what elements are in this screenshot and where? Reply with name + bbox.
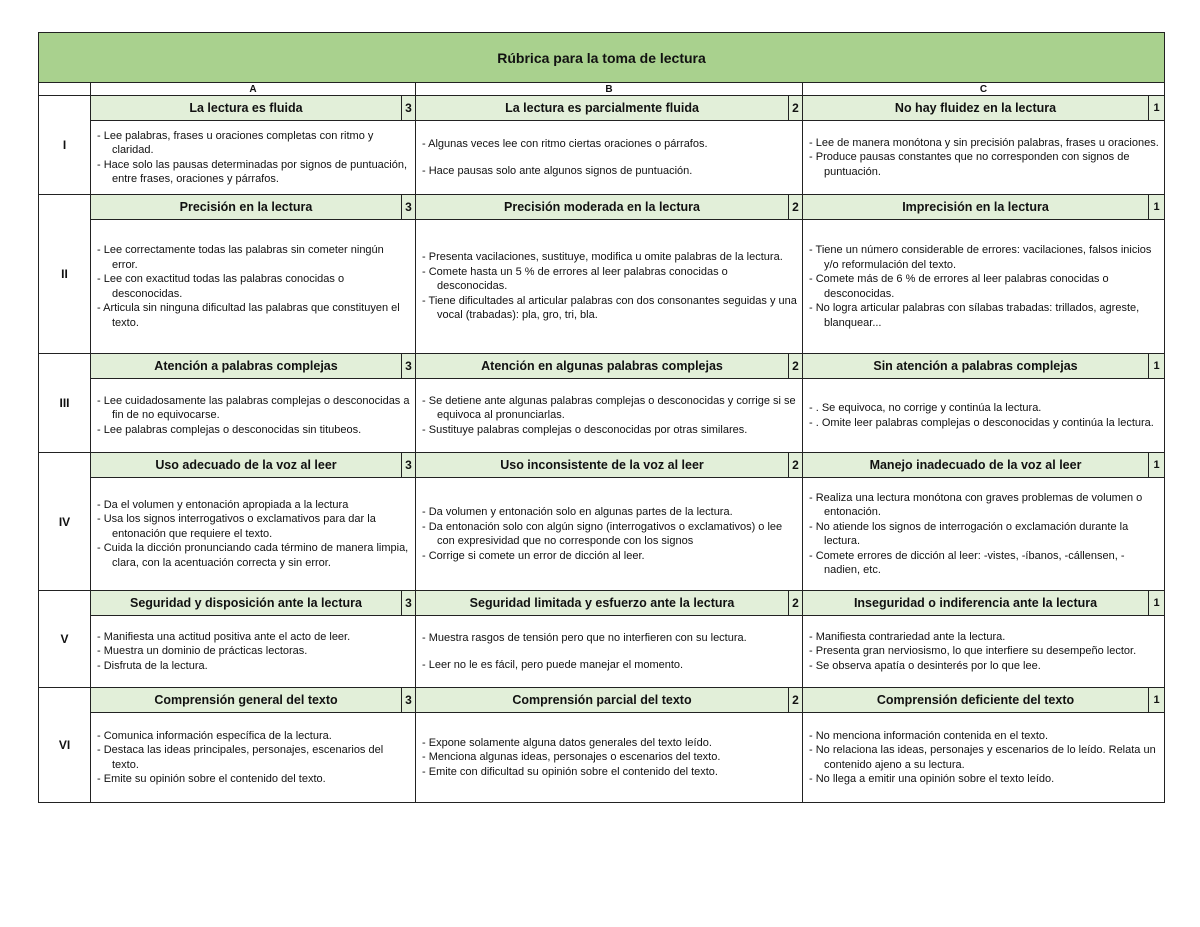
description-item: - Muestra un dominio de prácticas lectoras. [95,644,411,659]
description-item: - Hace solo las pausas determinadas por signos de puntuación, entre frases, oraciones y párrafos. [95,158,411,187]
description-list [91,241,415,332]
description-item: - Lee palabras, frases u oraciones completas con ritmo y claridad. [95,129,411,158]
description-item: - No menciona información contenida en el texto. [807,729,1160,744]
criterion-heading-row [39,453,1165,478]
criterion-description [91,121,416,195]
criterion-description-row [39,616,1165,688]
criterion-description [803,616,1165,688]
description-list [803,727,1164,789]
criterion-description [91,220,416,354]
description-item: - Comete errores de dicción al leer: -vistes, -íbanos, -cállensen, -nadien, etc. [807,549,1160,578]
criterion-description [803,713,1165,803]
level-label: IV [39,453,91,591]
score-value: 3 [402,354,416,379]
criterion-heading: Comprensión deficiente del texto [803,688,1149,713]
description-item: - Lee palabras complejas o desconocidas sin titubeos. [95,423,411,438]
score-value: 2 [789,195,803,220]
score-value: 2 [789,453,803,478]
criterion-description [803,220,1165,354]
score-value: 3 [402,96,416,121]
description-list [416,135,802,181]
score-value: 1 [1149,354,1165,379]
description-list [803,134,1164,182]
description-list [91,496,415,573]
description-item: - Algunas veces lee con ritmo ciertas oraciones o párrafos. [420,137,798,152]
description-item: - Da entonación solo con algún signo (interrogativos o exclamativos) o lee con expresividad que no corresponde con los signos [420,520,798,549]
description-item: - Expone solamente alguna datos generales del texto leído. [420,736,798,751]
score-value: 1 [1149,96,1165,121]
criterion-heading: Precisión moderada en la lectura [416,195,789,220]
criterion-description-row [39,478,1165,591]
description-item: - Destaca las ideas principales, personajes, escenarios del texto. [95,743,411,772]
description-item: - No llega a emitir una opinión sobre el texto leído. [807,772,1160,787]
criterion-heading: Uso adecuado de la voz al leer [91,453,402,478]
criterion-heading: No hay fluidez en la lectura [803,96,1149,121]
description-item: - Comete hasta un 5 % de errores al leer palabras conocidas o desconocidas. [420,265,798,294]
criterion-description [416,121,803,195]
description-item: - Da el volumen y entonación apropiada a la lectura [95,498,411,513]
criterion-heading: Sin atención a palabras complejas [803,354,1149,379]
criterion-description-row [39,121,1165,195]
description-list [803,399,1164,432]
description-item: - Usa los signos interrogativos o exclamativos para dar la entonación que requiere el texto. [95,512,411,541]
score-value: 1 [1149,195,1165,220]
level-label: V [39,591,91,688]
description-item: - Cuida la dicción pronunciando cada término de manera limpia, clara, con la acentuación correcta y sin error. [95,541,411,570]
criterion-description-row [39,220,1165,354]
score-value: 2 [789,96,803,121]
description-item: - Presenta gran nerviosismo, lo que interfiere su desempeño lector. [807,644,1160,659]
description-list [416,248,802,325]
criterion-heading: Comprensión parcial del texto [416,688,789,713]
criterion-heading-row [39,96,1165,121]
description-item: - Se observa apatía o desinterés por lo que lee. [807,659,1160,674]
description-item: - No logra articular palabras con sílabas trabadas: trillados, agreste, blanquear... [807,301,1160,330]
score-value: 1 [1149,688,1165,713]
description-list [416,392,802,440]
description-item: - Emite su opinión sobre el contenido del texto. [95,772,411,787]
criterion-description [416,220,803,354]
description-item: - . Omite leer palabras complejas o desconocidas y continúa la lectura. [807,416,1160,431]
criterion-heading: La lectura es fluida [91,96,402,121]
criterion-heading-row [39,195,1165,220]
criterion-heading: Seguridad y disposición ante la lectura [91,591,402,616]
rubric-table [38,32,1165,803]
description-item: - Manifiesta contrariedad ante la lectura. [807,630,1160,645]
description-item: - Articula sin ninguna dificultad las palabras que constituyen el texto. [95,301,411,330]
criterion-heading: Seguridad limitada y esfuerzo ante la lectura [416,591,789,616]
description-item: - Manifiesta una actitud positiva ante el acto de leer. [95,630,411,645]
criterion-heading-row [39,354,1165,379]
level-label: I [39,96,91,195]
description-item: - Hace pausas solo ante algunos signos de puntuación. [420,164,798,179]
description-item: - Realiza una lectura monótona con graves problemas de volumen o entonación. [807,491,1160,520]
criterion-heading-row [39,591,1165,616]
criterion-description [416,478,803,591]
criterion-heading: Imprecisión en la lectura [803,195,1149,220]
criterion-description [416,713,803,803]
score-value: 3 [402,195,416,220]
criterion-description-row [39,379,1165,453]
description-item: - Produce pausas constantes que no corresponden con signos de puntuación. [807,150,1160,179]
description-list [91,628,415,676]
criterion-heading: Uso inconsistente de la voz al leer [416,453,789,478]
criterion-description-row [39,713,1165,803]
description-item: - Disfruta de la lectura. [95,659,411,674]
criterion-description [91,379,416,453]
score-value: 3 [402,453,416,478]
criterion-heading: Comprensión general del texto [91,688,402,713]
description-item: - No relaciona las ideas, personajes y escenarios de lo leído. Relata un contenido ajeno a su lectura. [807,743,1160,772]
description-item: - Leer no le es fácil, pero puede manejar el momento. [420,658,798,673]
level-label: II [39,195,91,354]
criterion-heading-row [39,688,1165,713]
column-letter-c: C [803,83,1165,96]
rubric-title: Rúbrica para la toma de lectura [39,33,1165,83]
criterion-heading: Atención a palabras complejas [91,354,402,379]
score-value: 3 [402,591,416,616]
criterion-heading: Manejo inadecuado de la voz al leer [803,453,1149,478]
score-value: 2 [789,354,803,379]
criterion-description [803,478,1165,591]
description-item: - Lee de manera monótona y sin precisión palabras, frases u oraciones. [807,136,1160,151]
criterion-heading: Inseguridad o indiferencia ante la lectura [803,591,1149,616]
description-list [803,241,1164,332]
criterion-description [91,616,416,688]
level-label: VI [39,688,91,803]
criterion-description [416,616,803,688]
column-letter-a: A [91,83,416,96]
description-item: - Se detiene ante algunas palabras complejas o desconocidas y corrige si se equivoca al pronunciarlas. [420,394,798,423]
level-label: III [39,354,91,453]
criterion-description [416,379,803,453]
corner-cell [39,83,91,96]
criterion-heading: Atención en algunas palabras complejas [416,354,789,379]
description-item: - Muestra rasgos de tensión pero que no interfieren con su lectura. [420,631,798,646]
description-item: - Lee con exactitud todas las palabras conocidas o desconocidas. [95,272,411,301]
description-item: - Da volumen y entonación solo en algunas partes de la lectura. [420,505,798,520]
score-value: 2 [789,688,803,713]
criterion-description [803,121,1165,195]
description-list [803,628,1164,676]
score-value: 2 [789,591,803,616]
description-item: - Emite con dificultad su opinión sobre el contenido del texto. [420,765,798,780]
description-list [91,392,415,440]
description-list [91,127,415,189]
score-value: 1 [1149,453,1165,478]
description-list [416,734,802,782]
description-item: - Lee correctamente todas las palabras sin cometer ningún error. [95,243,411,272]
column-letters-row [39,83,1165,96]
column-letter-b: B [416,83,803,96]
description-item: - Corrige si comete un error de dicción al leer. [420,549,798,564]
description-list [416,503,802,565]
description-item: - Sustituye palabras complejas o desconocidas por otras similares. [420,423,798,438]
description-item: - Tiene dificultades al articular palabras con dos consonantes seguidas y una vocal (trabadas): pla, gro, tri, bla. [420,294,798,323]
description-item: - Menciona algunas ideas, personajes o escenarios del texto. [420,750,798,765]
score-value: 1 [1149,591,1165,616]
description-item: - No atiende los signos de interrogación o exclamación durante la lectura. [807,520,1160,549]
criterion-heading: Precisión en la lectura [91,195,402,220]
description-list [416,629,802,675]
criterion-description [803,379,1165,453]
criterion-description [91,478,416,591]
description-item: - . Se equivoca, no corrige y continúa la lectura. [807,401,1160,416]
description-item: - Presenta vacilaciones, sustituye, modifica u omite palabras de la lectura. [420,250,798,265]
description-item: - Tiene un número considerable de errores: vacilaciones, falsos inicios y/o reformulación del texto. [807,243,1160,272]
criterion-description [91,713,416,803]
description-item: - Lee cuidadosamente las palabras complejas o desconocidas a fin de no equivocarse. [95,394,411,423]
description-list [803,489,1164,580]
description-list [91,727,415,789]
criterion-heading: La lectura es parcialmente fluida [416,96,789,121]
description-item: - Comete más de 6 % de errores al leer palabras conocidas o desconocidas. [807,272,1160,301]
description-item: - Comunica información específica de la lectura. [95,729,411,744]
score-value: 3 [402,688,416,713]
